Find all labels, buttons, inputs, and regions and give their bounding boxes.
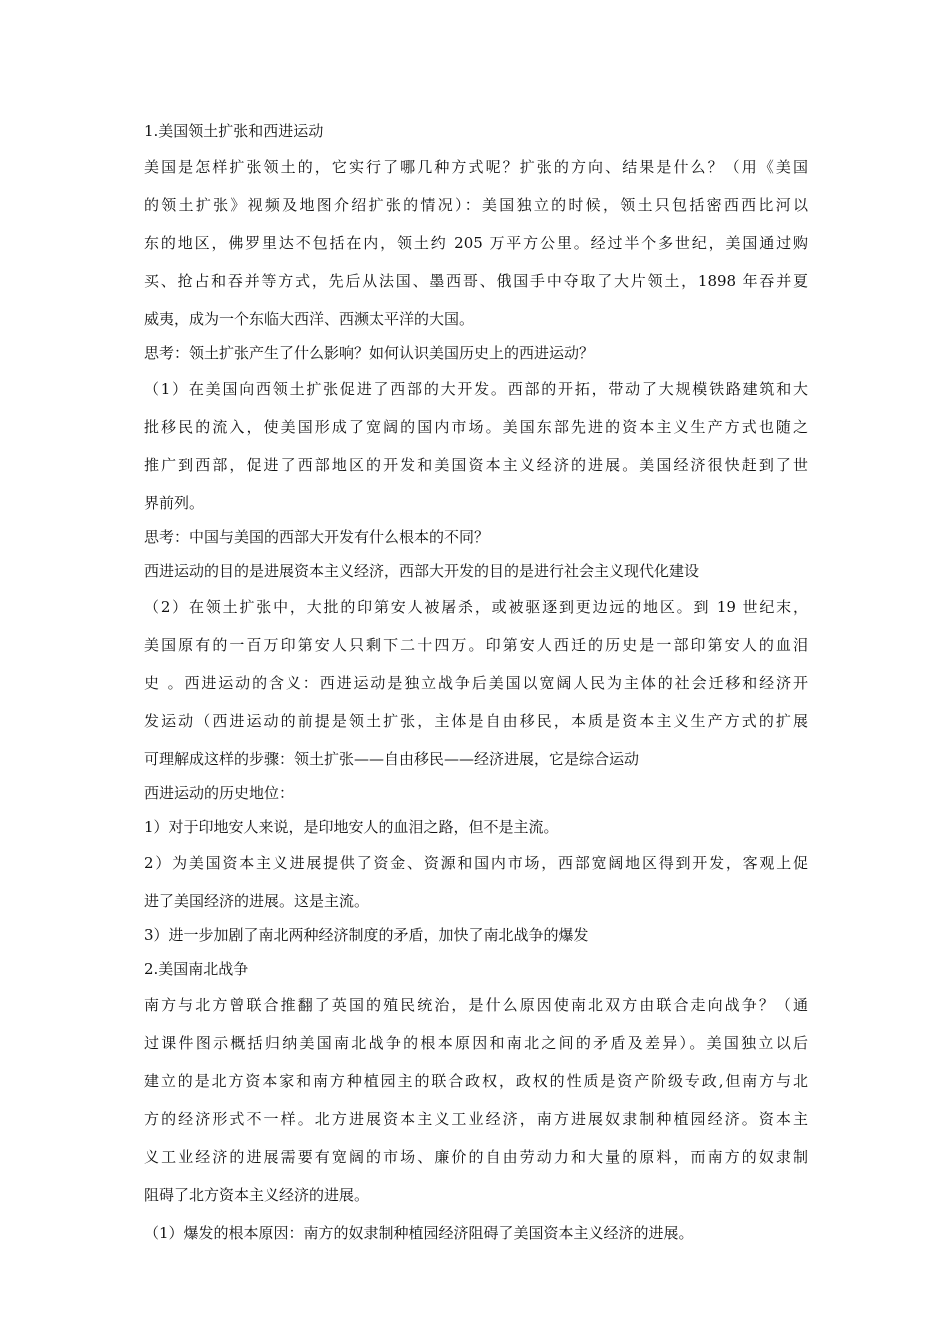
paragraph-line: 推广到西部，促进了西部地区的开发和美国资本主义经济的进展。美国经济很快赶到了世	[144, 456, 808, 474]
paragraph-line: 界前列。	[144, 494, 205, 512]
paragraph-line: 义工业经济的进展需要有宽阔的市场、廉价的自由劳动力和大量的原料，而南方的奴隶制	[144, 1148, 808, 1166]
paragraph-line: 过课件图示概括归纳美国南北战争的根本原因和南北之间的矛盾及差异）。美国独立以后	[144, 1034, 808, 1052]
paragraph-line: （1）爆发的根本原因：南方的奴隶制种植园经济阻碍了美国资本主义经济的进展。	[144, 1224, 694, 1242]
paragraph-line: 美国原有的一百万印第安人只剩下二十四万。印第安人西迁的历史是一部印第安人的血泪	[144, 636, 808, 654]
paragraph-line: 买、抢占和吞并等方式，先后从法国、墨西哥、俄国手中夺取了大片领土，1898 年吞并夏	[144, 272, 808, 290]
paragraph-line: 建立的是北方资本家和南方种植园主的联合政权，政权的性质是资产阶级专政,但南方与北	[144, 1072, 808, 1090]
list-heading: 西进运动的历史地位：	[144, 784, 295, 802]
paragraph-line: （2）在领土扩张中，大批的印第安人被屠杀，或被驱逐到更边远的地区。到 19 世纪末，	[144, 598, 808, 616]
paragraph-line: 史 。西进运动的含义：西进运动是独立战争后美国以宽阔人民为主体的社会迁移和经济开	[144, 674, 808, 692]
list-item-continued: 进了美国经济的进展。这是主流。	[144, 892, 370, 910]
list-item: 3）进一步加剧了南北两种经济制度的矛盾，加快了南北战争的爆发	[144, 926, 589, 944]
document-body	[144, 121, 808, 1243]
section-heading-1: 1.美国领土扩张和西进运动	[144, 122, 324, 140]
paragraph-line: 的领土扩张》视频及地图介绍扩张的情况）：美国独立的时候，领土只包括密西西比河以	[144, 196, 808, 214]
list-item: 2）为美国资本主义进展提供了资金、资源和国内市场，西部宽阔地区得到开发，客观上促	[144, 854, 808, 872]
paragraph-line: 美国是怎样扩张领土的，它实行了哪几种方式呢？扩张的方向、结果是什么？（用《美国	[144, 158, 808, 176]
paragraph-line: 可理解成这样的步骤：领土扩张——自由移民——经济进展，它是综合运动	[144, 750, 640, 768]
question-line: 思考：领土扩张产生了什么影响？如何认识美国历史上的西进运动？	[144, 344, 595, 362]
paragraph-line: 南方与北方曾联合推翻了英国的殖民统治，是什么原因使南北双方由联合走向战争？（通	[144, 996, 808, 1014]
list-item: 1）对于印地安人来说，是印地安人的血泪之路，但不是主流。	[144, 818, 559, 836]
paragraph-line: 批移民的流入，使美国形成了宽阔的国内市场。美国东部先进的资本主义生产方式也随之	[144, 418, 808, 436]
paragraph-line: 阻碍了北方资本主义经济的进展。	[144, 1186, 370, 1204]
question-line: 思考：中国与美国的西部大开发有什么根本的不同？	[144, 528, 490, 546]
paragraph-line: 发运动（西进运动的前提是领土扩张，主体是自由移民，本质是资本主义生产方式的扩展	[144, 712, 808, 730]
paragraph-line: 方的经济形式不一样。北方进展资本主义工业经济，南方进展奴隶制种植园经济。资本主	[144, 1110, 808, 1128]
paragraph-line: （1）在美国向西领土扩张促进了西部的大开发。西部的开拓，带动了大规模铁路建筑和大	[144, 380, 808, 398]
section-heading-2: 2.美国南北战争	[144, 960, 249, 978]
paragraph-line: 东的地区，佛罗里达不包括在内，领土约 205 万平方公里。经过半个多世纪，美国通过购	[144, 234, 808, 252]
paragraph-line: 西进运动的目的是进展资本主义经济，西部大开发的目的是进行社会主义现代化建设	[144, 562, 700, 580]
paragraph-line: 威夷，成为一个东临大西洋、西濒太平洋的大国。	[144, 310, 475, 328]
